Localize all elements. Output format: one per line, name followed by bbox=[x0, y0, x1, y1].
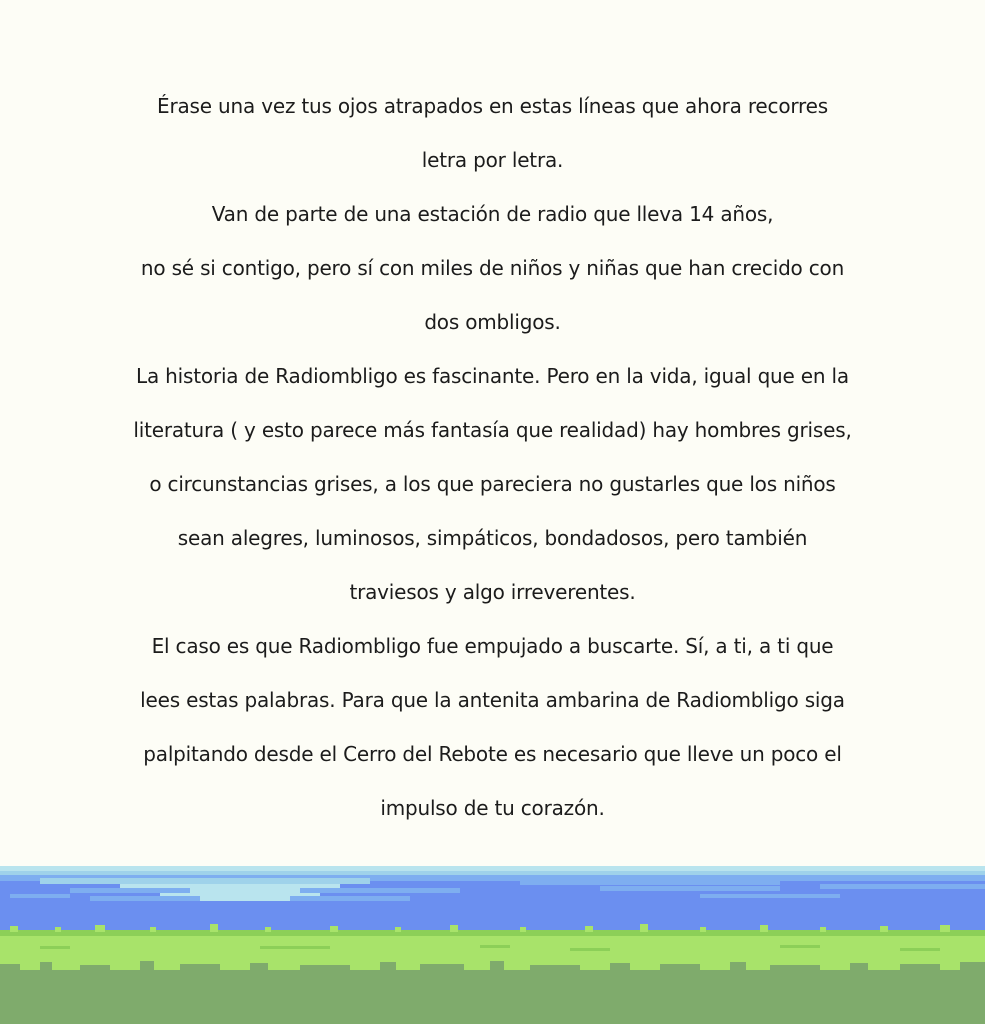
story-line: o circunstancias grises, a los que pareciera no gustarles que los niños bbox=[149, 472, 836, 496]
pixel-landscape bbox=[0, 866, 985, 1024]
story-line: literatura ( y esto parece más fantasía que realidad) hay hombres grises, bbox=[133, 418, 852, 442]
story-line: palpitando desde el Cerro del Rebote es necesario que lleve un poco el bbox=[143, 742, 842, 766]
story-line: lees estas palabras. Para que la antenita ambarina de Radiombligo siga bbox=[140, 688, 845, 712]
sky-top-edge bbox=[0, 866, 985, 871]
story-line: sean alegres, luminosos, simpáticos, bondadosos, pero también bbox=[177, 526, 808, 550]
story-line: letra por letra. bbox=[421, 148, 564, 172]
story-line: no sé si contigo, pero sí con miles de niños y niñas que han crecido con bbox=[140, 256, 845, 280]
story-line: dos ombligos. bbox=[424, 310, 561, 334]
story-line: El caso es que Radiombligo fue empujado a buscarte. Sí, a ti, a ti que bbox=[151, 634, 834, 658]
grass-edge bbox=[0, 930, 985, 936]
story-text bbox=[60, 79, 925, 835]
story-line: impulso de tu corazón. bbox=[380, 796, 605, 820]
grass-dark bbox=[0, 970, 985, 1024]
story-line: Érase una vez tus ojos atrapados en estas líneas que ahora recorres bbox=[157, 94, 828, 118]
story-line: La historia de Radiombligo es fascinante. Pero en la vida, igual que en la bbox=[136, 364, 849, 388]
sky-band bbox=[40, 878, 370, 884]
story-line: traviesos y algo irreverentes. bbox=[349, 580, 636, 604]
story-line: Van de parte de una estación de radio que lleva 14 años, bbox=[211, 202, 774, 226]
